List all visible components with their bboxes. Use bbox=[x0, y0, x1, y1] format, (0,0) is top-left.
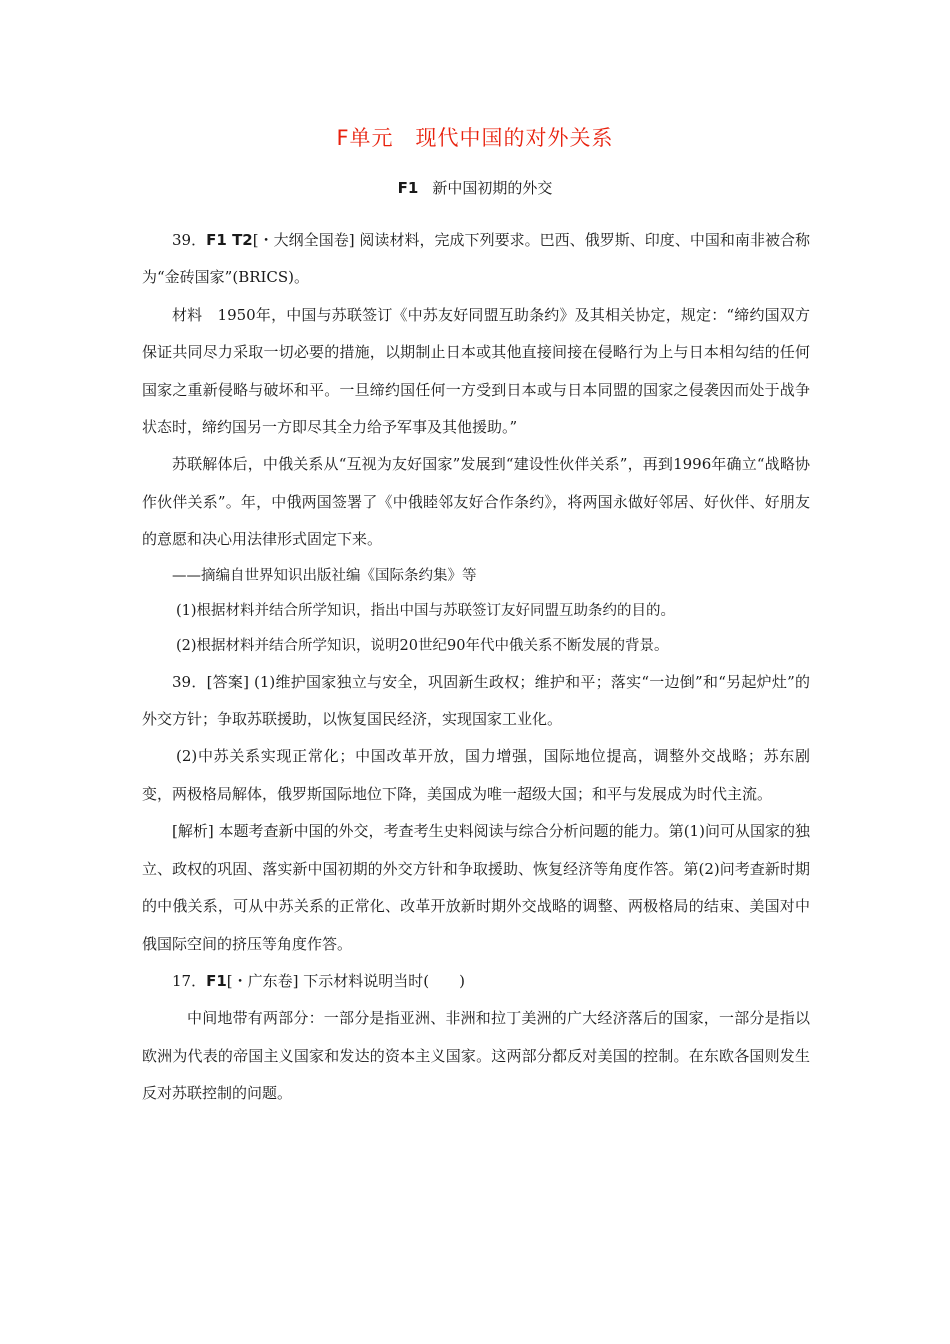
document-body bbox=[142, 222, 810, 1113]
question-39-source: [・大纲全国卷] bbox=[252, 231, 355, 249]
question-17-stem: 17．F1[・广东卷] 下示材料说明当时( ) bbox=[172, 971, 465, 990]
section-name: 新中国初期的外交 bbox=[432, 179, 553, 197]
answer-part-2: (2)中苏关系实现正常化；中国改革开放，国力增强，国际地位提高，调整外交战略；苏东剧变，两极格局解体，俄罗斯国际地位下降，美国成为唯一超级大国；和平与发展成为时代主流。 bbox=[142, 747, 810, 803]
sub-question-2: (2)根据材料并结合所学知识，说明20世纪90年代中俄关系不断发展的背景。 bbox=[176, 637, 669, 654]
material-paragraph-2: 苏联解体后，中俄关系从“互视为友好国家”发展到“建设性伙伴关系”，再到1996年确立“战略协作伙伴关系”。年，中俄两国签署了《中俄睦邻友好合作条约》，将两国永做好邻居、好伙伴、好朋友的意愿和决心用法律形式固定下来。 bbox=[142, 455, 810, 549]
question-17-tag: F1 bbox=[206, 971, 227, 990]
question-39-stem: 39．F1 T2[・大纲全国卷] 阅读材料，完成下列要求。巴西、俄罗斯、印度、中国和南非被合称为“金砖国家”(BRICS)。 bbox=[142, 231, 810, 287]
section-subtitle bbox=[0, 177, 950, 198]
material-source-note: ——摘编自世界知识出版社编《国际条约集》等 bbox=[172, 567, 477, 584]
sub-question-1: (1)根据材料并结合所学知识，指出中国与苏联签订友好同盟互助条约的目的。 bbox=[176, 602, 676, 619]
unit-title: F单元 现代中国的对外关系 bbox=[336, 126, 614, 150]
question-17-material: 中间地带有两部分：一部分是指亚洲、非洲和拉丁美洲的广大经济落后的国家，一部分是指以欧洲为代表的帝国主义国家和发达的资本主义国家。这两部分都反对美国的控制。在东欧各国则发生反对苏联控制的问题。 bbox=[142, 1009, 810, 1103]
question-39-tag: F1 T2 bbox=[206, 231, 253, 249]
section-code: F1 bbox=[397, 179, 419, 197]
answer-part-1: 39．[答案] (1)维护国家独立与安全，巩固新生政权；维护和平；落实“一边倒”和“另起炉灶”的外交方针；争取苏联援助，以恢复国民经济，实现国家工业化。 bbox=[142, 672, 810, 729]
material-paragraph-1: 材料 1950年，中国与苏联签订《中苏友好同盟互助条约》及其相关协定，规定：“缔约国双方保证共同尽力采取一切必要的措施，以期制止日本或其他直接间接在侵略行为上与日本相勾结的任何国家之重新侵略与破坏和平。一旦缔约国任何一方受到日本或与日本同盟的国家之侵袭因而处于战争状态时，缔约国另一方即尽其全力给予军事及其他援助。” bbox=[142, 305, 810, 437]
analysis: [解析] 本题考查新中国的外交，考查考生史料阅读与综合分析问题的能力。第(1)问可从国家的独立、政权的巩固、落实新中国初期的外交方针和争取援助、恢复经济等角度作答。第(2)问考查新时期的中俄关系，可从中苏关系的正常化、改革开放新时期外交战略的调整、两极格局的结束、美国对中俄国际空间的挤压等角度作答。 bbox=[142, 822, 810, 953]
question-17-source: [・广东卷] bbox=[226, 971, 299, 990]
